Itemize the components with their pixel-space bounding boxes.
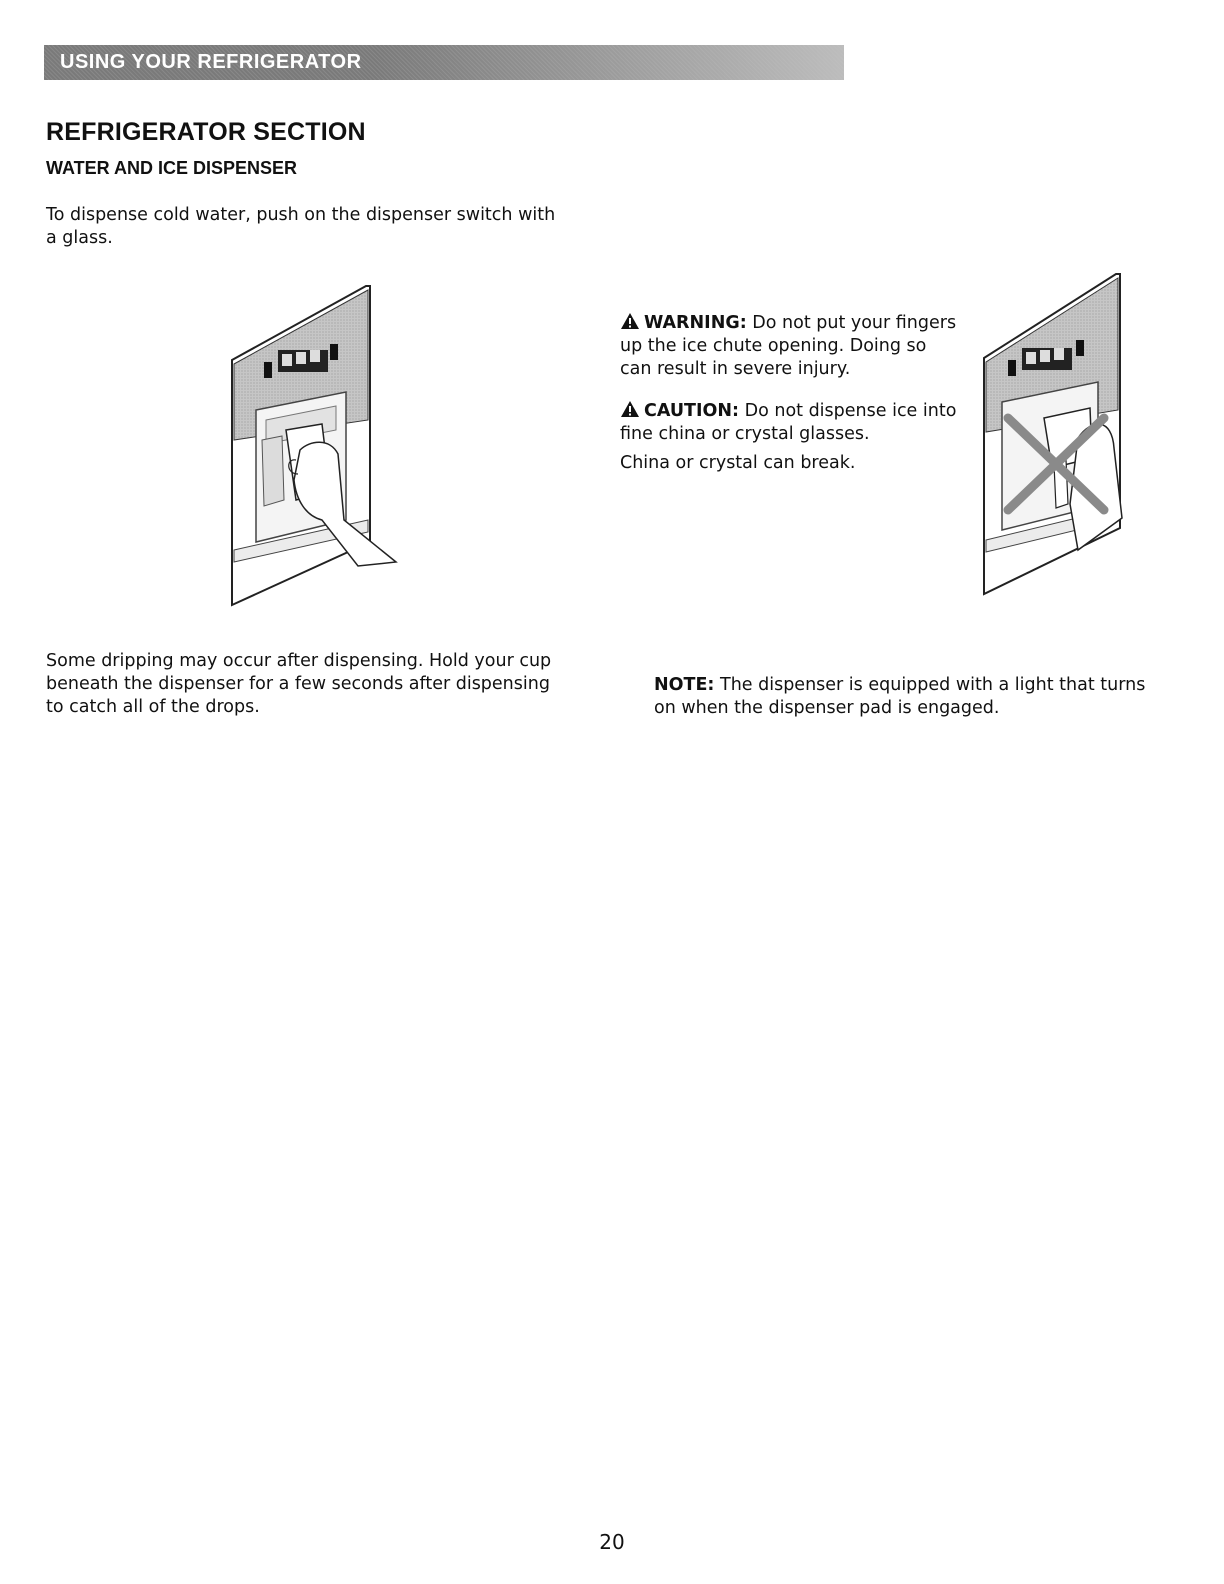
caution-label: CAUTION: — [644, 401, 740, 421]
dripping-paragraph: Some dripping may occur after dispensing. Hold your cup beneath the dispenser for a few seconds after dispensing to catch all of the drops. — [46, 651, 552, 717]
warning-text: Do not put your fingers up the ice chute opening. Doing so can result in severe injury. — [620, 313, 957, 379]
caution-paragraph — [620, 400, 960, 446]
warning-icon — [620, 312, 640, 330]
note-paragraph — [654, 674, 1154, 720]
caution-followup: China or crystal can break. — [620, 453, 856, 473]
intro-paragraph: To dispense cold water, push on the dispenser switch with a glass. — [46, 205, 556, 248]
note-label: NOTE: — [654, 675, 715, 695]
note-text: The dispenser is equipped with a light that turns on when the dispenser pad is engaged. — [654, 675, 1146, 718]
section-banner — [44, 45, 844, 80]
warning-paragraph — [620, 312, 960, 381]
warning-label: WARNING: — [644, 313, 747, 333]
caution-icon — [620, 400, 640, 418]
subsection-title: WATER AND ICE DISPENSER — [46, 158, 298, 178]
dispenser-glass-illustration — [226, 280, 402, 610]
section-title: REFRIGERATOR SECTION — [46, 118, 366, 146]
page-number: 20 — [599, 1530, 625, 1554]
dispenser-crystal-prohibited-illustration — [978, 268, 1128, 598]
banner-title: USING YOUR REFRIGERATOR — [60, 51, 362, 73]
caution-text: Do not dispense ice into fine china or crystal glasses. — [620, 401, 957, 444]
banner-fade — [374, 45, 844, 80]
